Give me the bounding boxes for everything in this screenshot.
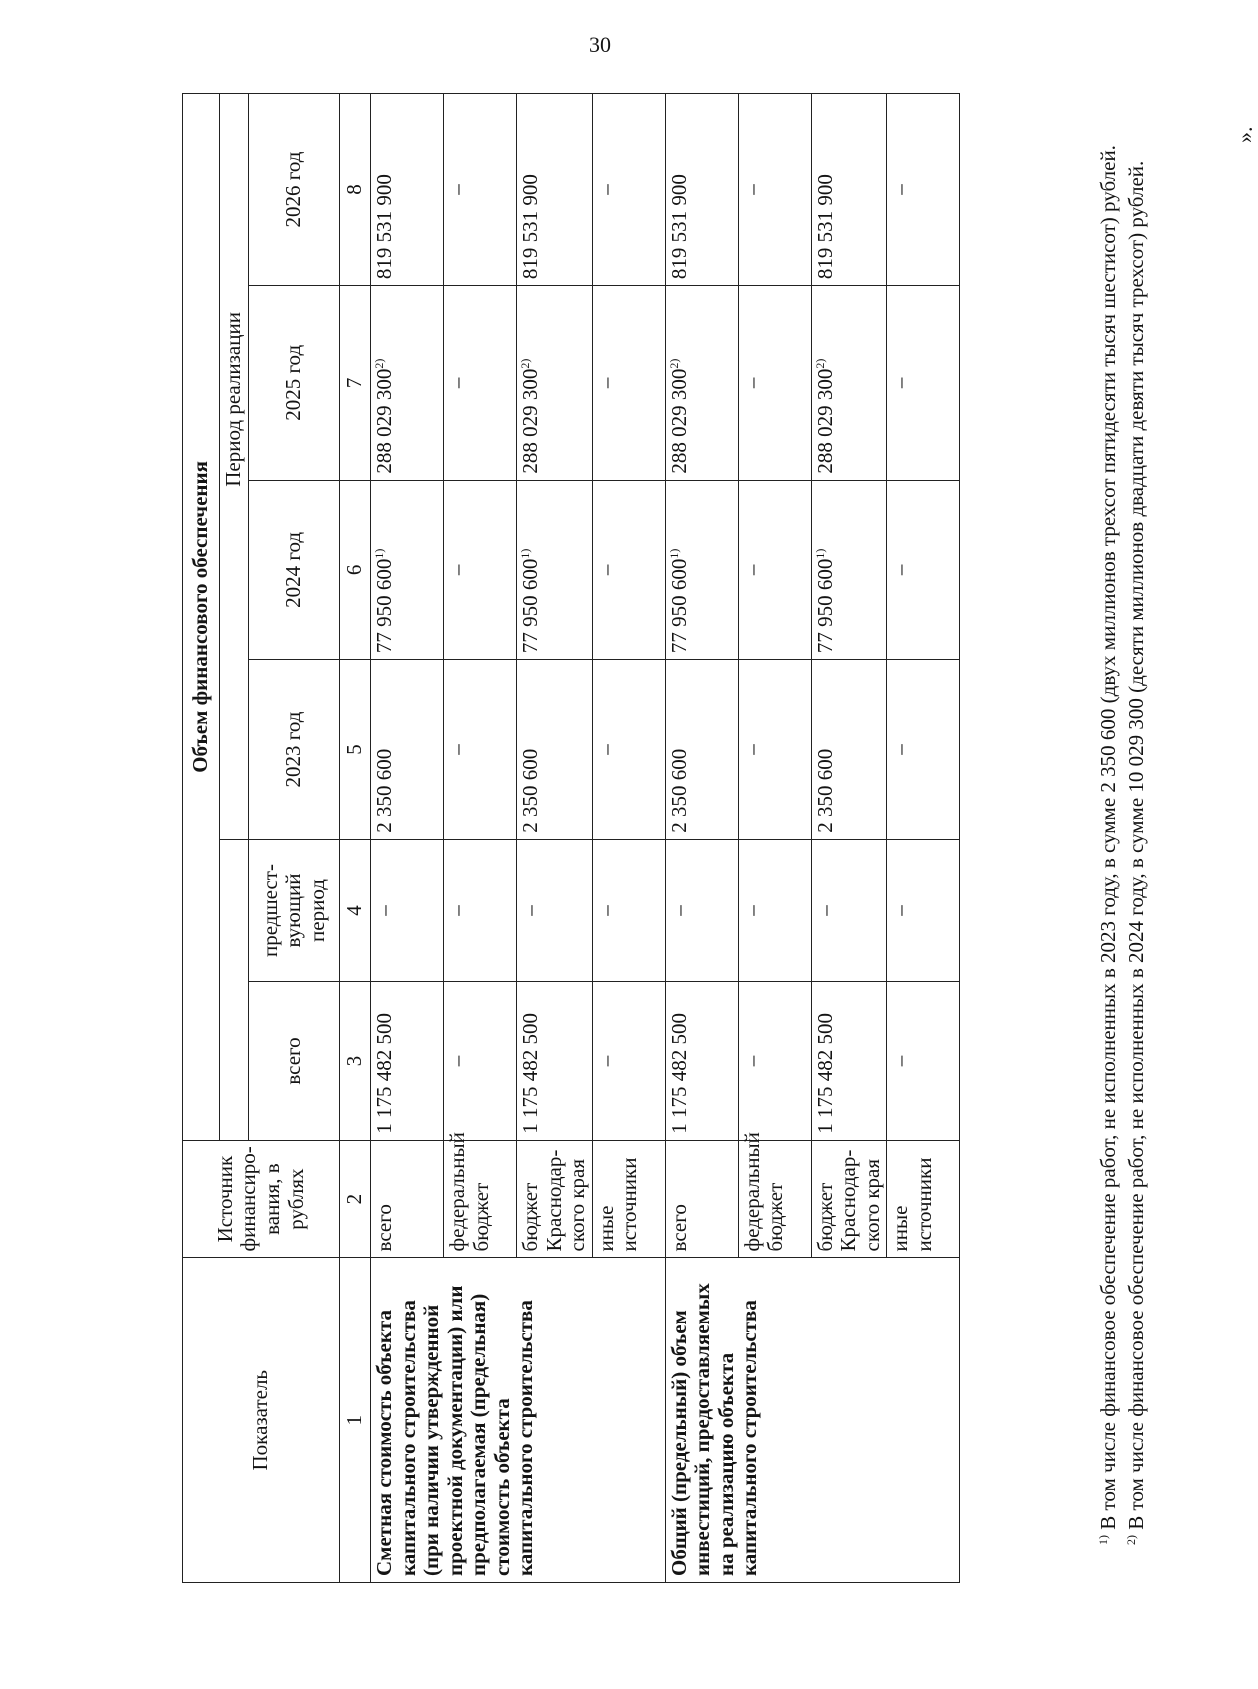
header-year-2023: 2023 год [249,660,340,840]
column-number: 7 [340,286,371,480]
footnote-ref: 1) [812,548,827,559]
cell-2025 [444,286,517,480]
footnote-ref: 1) [666,548,681,559]
cell-total [887,982,960,1141]
cell-value: 2 350 600 [372,748,396,833]
cell-value: – [593,744,618,755]
cell-value: – [445,564,469,576]
cell-value: – [888,377,913,389]
footnote-ref: 1) [372,548,386,559]
cell-2024 [592,480,665,660]
cell-value: 1 175 482 500 [372,1013,396,1134]
cell-previous [811,839,887,981]
cell-value: – [445,744,469,755]
footnote-ref: 2) [812,358,827,369]
cell-value: 2 350 600 [518,748,542,833]
header-period: Период реализации [220,94,249,840]
cell-2023 [592,660,665,840]
column-number: 4 [340,839,371,981]
footnotes [1094,93,1151,1583]
cell-value: – [888,905,913,916]
closing-quote: ». [1232,126,1257,143]
cell-value: – [518,905,542,916]
cell-2025 [592,286,665,480]
column-number: 3 [340,982,371,1141]
header-year-2024: 2024 год [249,480,340,660]
cell-value: 1 175 482 500 [812,1013,837,1134]
header-year-2025: 2025 год [249,286,340,480]
cell-total [371,982,444,1141]
cell-2024 [444,480,517,660]
source-cell: бюджет Краснодар-ского края [517,1140,593,1258]
footnote-2 [1122,93,1150,1583]
cell-value: 288 029 300 [372,368,396,474]
footnote-mark: 1) [1096,1535,1110,1545]
source-cell: всего [665,1140,738,1258]
page-number: 30 [589,32,611,57]
footnote-1 [1094,93,1122,1583]
indicator-cell: Общий (предельный) объем инвестиций, предоставляемых на реализацию объекта капитального строительства [665,1258,960,1583]
header-blank [220,839,249,1140]
source-cell: федеральный бюджет [444,1140,517,1258]
cell-value: – [739,564,764,576]
header-indicator: Показатель [183,1258,340,1583]
footnote-text: В том числе финансовое обеспечение работ, не исполненных в 2024 году, в сумме 10 029 300 (десяти миллионов двадцати девяти тысяч трехсот) рублей. [1124,160,1149,1530]
cell-value: 1 175 482 500 [518,1013,542,1134]
cell-value: 819 531 900 [666,174,691,280]
cell-total [738,982,811,1141]
cell-value: – [445,1055,469,1067]
header-year-2026: 2026 год [249,94,340,286]
cell-2024 [738,480,811,660]
cell-value: 288 029 300 [666,368,691,474]
cell-2026 [371,94,444,286]
cell-2023 [738,660,811,840]
column-number: 2 [340,1140,371,1258]
cell-total [665,982,738,1141]
cell-value: – [888,184,913,195]
source-cell: всего [371,1140,444,1258]
footnote-text: В том числе финансовое обеспечение работ, не исполненных в 2023 году, в сумме 2 350 600 (двух миллионов трехсот пятидесяти тысяч шестисот) рублей. [1096,145,1120,1530]
cell-total [811,982,887,1141]
footnote-mark: 2) [1124,1535,1139,1545]
cell-2025 [665,286,738,480]
header-source: Источник финансиро-вания, в рублях [183,1140,340,1258]
cell-2026 [887,94,960,286]
cell-value: – [593,184,618,195]
cell-value: – [739,184,764,195]
cell-2025 [738,286,811,480]
cell-value: 77 950 600 [812,558,837,654]
cell-value: 819 531 900 [812,174,837,280]
cell-value: 77 950 600 [372,558,396,654]
cell-value: – [888,1055,913,1067]
column-number: 6 [340,480,371,660]
table-title: Объем финансового обеспечения [183,94,220,1141]
financing-table [182,93,960,1583]
cell-2024 [887,480,960,660]
cell-value: 1 175 482 500 [666,1013,691,1134]
cell-value: – [593,1055,618,1067]
cell-value: – [593,905,618,916]
cell-total [444,982,517,1141]
cell-2024 [517,480,593,660]
cell-value: 288 029 300 [518,368,542,474]
column-number: 8 [340,94,371,286]
cell-value: – [888,564,913,576]
cell-2025 [371,286,444,480]
cell-2023 [371,660,444,840]
column-number: 1 [340,1258,371,1583]
cell-value: – [445,377,469,389]
cell-value: – [739,744,764,755]
cell-2026 [444,94,517,286]
cell-value: – [739,1055,764,1067]
footnote-ref: 2) [518,358,532,369]
cell-value: 819 531 900 [518,174,542,280]
cell-2026 [811,94,887,286]
cell-2023 [517,660,593,840]
table-row [371,94,444,1583]
source-cell: федеральный бюджет [738,1140,811,1258]
cell-value: 77 950 600 [666,558,691,654]
footnote-ref: 2) [372,358,386,369]
cell-2024 [665,480,738,660]
cell-value: – [372,905,396,916]
rotated-content [182,93,1257,1583]
cell-previous [371,839,444,981]
cell-2023 [665,660,738,840]
cell-2024 [811,480,887,660]
cell-value: – [888,744,913,755]
cell-value: 77 950 600 [518,558,542,654]
header-total: всего [249,982,340,1141]
cell-value: 2 350 600 [666,748,691,833]
cell-previous [887,839,960,981]
cell-previous [517,839,593,981]
cell-previous [444,839,517,981]
cell-value: 2 350 600 [812,748,837,833]
cell-2023 [444,660,517,840]
footnote-ref: 1) [518,548,532,559]
cell-2026 [592,94,665,286]
cell-previous [738,839,811,981]
cell-2025 [517,286,593,480]
cell-value: – [739,377,764,389]
cell-total [592,982,665,1141]
source-cell: бюджет Краснодар-ского края [811,1140,887,1258]
cell-value: – [739,905,764,916]
cell-2023 [811,660,887,840]
cell-value: – [593,377,618,389]
cell-2026 [738,94,811,286]
cell-total [517,982,593,1141]
cell-2026 [665,94,738,286]
cell-value: – [666,905,691,916]
cell-2023 [887,660,960,840]
cell-value: – [812,905,837,916]
cell-previous [665,839,738,981]
cell-2024 [371,480,444,660]
cell-value: 288 029 300 [812,368,837,474]
cell-value: – [445,905,469,916]
source-cell: иные источники [887,1140,960,1258]
footnote-ref: 2) [666,358,681,369]
header-previous: предшест-вующий период [249,839,340,981]
cell-2026 [517,94,593,286]
cell-value: – [445,184,469,195]
cell-2025 [887,286,960,480]
table-row [665,94,738,1583]
cell-value: 819 531 900 [372,174,396,280]
source-cell: иные источники [592,1140,665,1258]
cell-2025 [811,286,887,480]
column-number: 5 [340,660,371,840]
cell-value: – [593,564,618,576]
indicator-cell: Сметная стоимость объекта капитального строительства (при наличии утвержденной проектной документации) или предполагаемая (предельная) стоимость объекта капитального строительства [371,1258,666,1583]
cell-previous [592,839,665,981]
